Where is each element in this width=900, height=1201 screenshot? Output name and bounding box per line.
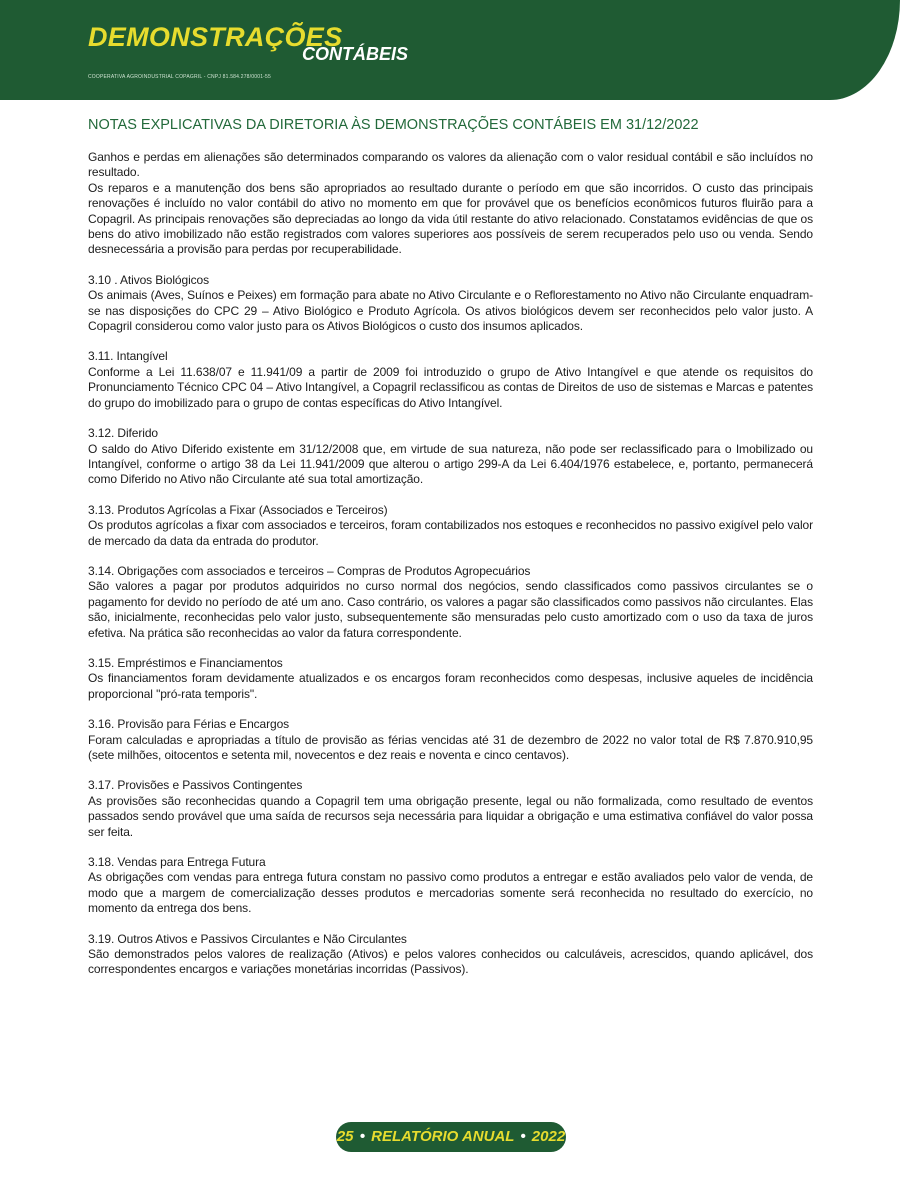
section-provisao-ferias: [88, 717, 813, 763]
section-body: Os financiamentos foram devidamente atualizados e os encargos foram reconhecidos como despesas, inclusive aqueles de incidência proporcional "pró-rata temporis".: [88, 671, 813, 701]
footer-separator: •: [520, 1128, 526, 1145]
section-heading: 3.18. Vendas para Entrega Futura: [88, 855, 266, 870]
section-body: As obrigações com vendas para entrega futura constam no passivo como produtos a entregar e estão avaliados pelo valor de venda, de modo que a margem de comercialização desses produtos e mercadorias somente será reconhecida no resultado do exercício, no momento da entrega dos bens.: [88, 870, 813, 916]
section-heading: 3.16. Provisão para Férias e Encargos: [88, 717, 290, 732]
section-body: São demonstrados pelos valores de realização (Ativos) e pelos valores conhecidos ou calculáveis, acrescidos, quando aplicável, dos correspondentes encargos e variações monetárias incorridas (Passivos).: [88, 947, 813, 977]
document-title: NOTAS EXPLICATIVAS DA DIRETORIA ÀS DEMONSTRAÇÕES CONTÁBEIS EM 31/12/2022: [88, 117, 699, 133]
section-produtos-agricolas: [88, 503, 813, 549]
section-heading: 3.15. Empréstimos e Financiamentos: [88, 655, 283, 670]
footer-year: 2022: [531, 1128, 566, 1145]
section-emprestimos: [88, 656, 813, 702]
footer-label: RELATÓRIO ANUAL: [371, 1128, 515, 1145]
section-heading: 3.13. Produtos Agrícolas a Fixar (Associados e Terceiros): [88, 502, 388, 517]
section-heading: 3.14. Obrigações com associados e terceiros – Compras de Produtos Agropecuários: [88, 563, 531, 578]
section-body: Conforme a Lei 11.638/07 e 11.941/09 a partir de 2009 foi introduzido o grupo de Ativo Intangível e que atende os requisitos do Pronunciamento Técnico CPC 04 – Ativo Intangível, a Copagril reclassificou as contas de Direitos de uso de sistemas e Marcas e patentes do grupo do imobilizado para o grupo de contas específicas do Ativo Intangível.: [88, 364, 813, 410]
section-provisoes-contingentes: [88, 778, 813, 840]
section-heading: 3.10 . Ativos Biológicos: [88, 272, 210, 287]
document-body: [88, 150, 813, 978]
section-heading: 3.17. Provisões e Passivos Contingentes: [88, 778, 303, 793]
section-obrigacoes: [88, 564, 813, 641]
section-body: Os produtos agrícolas a fixar com associados e terceiros, foram contabilizados nos estoques e reconhecidos no passivo exigível pelo valor de mercado da data da entrada do produtor.: [88, 518, 813, 548]
section-outros-ativos-passivos: [88, 932, 813, 978]
section-vendas-entrega-futura: [88, 855, 813, 917]
section-body: São valores a pagar por produtos adquiridos no curso normal dos negócios, sendo classificados como passivos circulantes se o pagamento for devido no período de até um ano. Caso contrário, os valores a pagar são classificados como passivos não circulantes. Elas são, inicialmente, reconhecidas pelo valor justo, subsequentemente são mensuradas pelo custo amortizado com o uso da taxa de juros efetiva. Na prática são reconhecidas ao valor da fatura correspondente.: [88, 579, 813, 640]
page-number: 25: [336, 1128, 354, 1145]
header-small-print: COOPERATIVA AGROINDUSTRIAL COPAGRIL - CNPJ 81.584.278/0001-55: [88, 74, 272, 80]
section-heading: 3.11. Intangível: [88, 349, 168, 364]
section-ativos-biologicos: [88, 273, 813, 335]
brand-subtitle: CONTÁBEIS: [302, 44, 409, 64]
page-footer-badge: [336, 1122, 566, 1152]
section-body: Os animais (Aves, Suínos e Peixes) em formação para abate no Ativo Circulante e o Reflorestamento no Ativo não Circulante enquadram-se nas disposições do CPC 29 – Ativo Biológico e Produto Agrícola. Os ativos biológicos devem ser reconhecidos pelo valor justo. A Copagril considerou como valor justo para os Ativos Biológicos o custo dos insumos aplicados.: [88, 288, 813, 334]
section-body: As provisões são reconhecidas quando a Copagril tem uma obrigação presente, legal ou não formalizada, como resultado de eventos passados sendo provável que uma saída de recursos seja necessária para liquidar a obrigação e uma estimativa confiável do valor possa ser feita.: [88, 793, 813, 839]
section-intangivel: [88, 349, 813, 411]
intro-paragraph: Os reparos e a manutenção dos bens são apropriados ao resultado durante o período em que são incorridos. O custo das principais renovações é incluído no valor contábil do ativo no momento em que for provável que os benefícios econômicos futuros fluirão para a Copagril. As principais renovações são depreciadas ao longo da vida útil restante do ativo relacionado. Constatamos evidências de que os bens do ativo imobilizado não estão registrados com valores superiores aos possíveis de serem recuperados pelo uso ou venda. Sendo desnecessária a provisão para perdas por recuperabilidade.: [88, 180, 813, 257]
brand-title: DEMONSTRAÇÕES: [88, 22, 343, 52]
section-heading: 3.12. Diferido: [88, 426, 158, 441]
section-body: O saldo do Ativo Diferido existente em 31/12/2008 que, em virtude de sua natureza, não pode ser reclassificado para o Imobilizado ou Intangível, conforme o artigo 38 da Lei 11.941/2009 que alterou o artigo 299-A da Lei 6.404/1976 estabelece, e, portanto, permanecerá como Diferido no Ativo não Circulante até sua total amortização.: [88, 441, 813, 487]
section-diferido: [88, 426, 813, 488]
page-header: [0, 0, 900, 100]
section-body: Foram calculadas e apropriadas a título de provisão as férias vencidas até 31 de dezembro de 2022 no valor total de R$ 7.870.910,95 (sete milhões, oitocentos e setenta mil, novecentos e dez reais e noventa e cinco centavos).: [88, 732, 813, 762]
intro-paragraph: Ganhos e perdas em alienações são determinados comparando os valores da alienação com o valor residual contábil e são incluídos no resultado.: [88, 150, 813, 180]
footer-separator: •: [359, 1128, 365, 1145]
section-heading: 3.19. Outros Ativos e Passivos Circulantes e Não Circulantes: [88, 931, 407, 946]
